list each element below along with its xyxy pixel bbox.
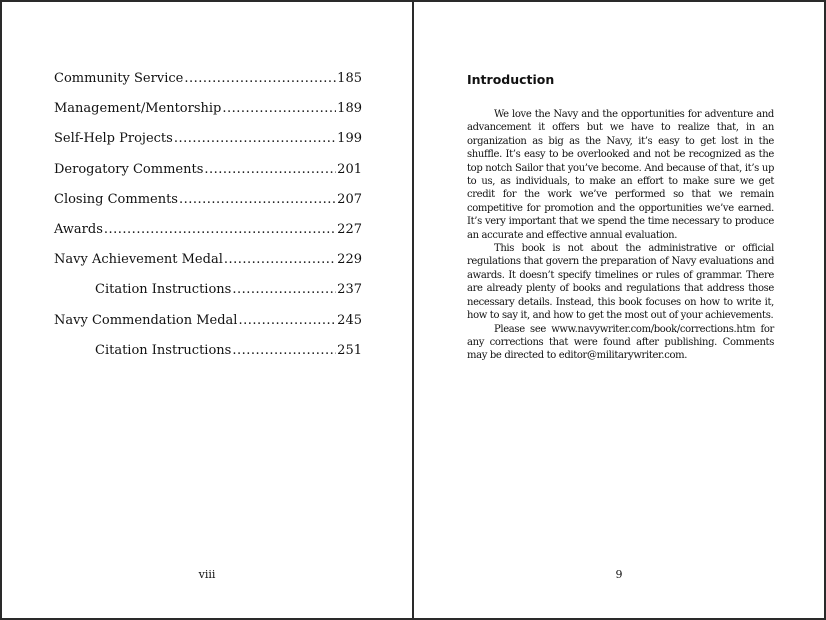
toc-entry (54, 221, 362, 251)
toc-entry-page: 185 (337, 71, 362, 86)
toc-entry-page: 229 (337, 252, 362, 268)
table-of-contents (54, 70, 362, 372)
body-paragraph: We love the Navy and the opportunities for adventure and advancement it offers but we have to realize that, in an organization as big as the Navy, it’s easy to get lost in the shuffle. It’s easy to be overlooked and not be recognized as the top notch Sailor that you’ve become. And because of that, it’s up to us, as individuals, to make an effort to make sure we get credit for the work we’ve performed so that we remain competitive for promotion and the opportunities we’ve earned. It’s very important that we spend the time necessary to produce an accurate and effective annual evaluation. (467, 109, 774, 241)
right-page (414, 2, 824, 618)
toc-entry-title: Citation Instructions (95, 342, 232, 358)
left-page (2, 2, 412, 618)
toc-entry-title: Navy Achievement Medal (54, 252, 223, 268)
toc-entry-page: 237 (337, 282, 362, 298)
toc-entry-title: Navy Commendation Medal (54, 312, 238, 328)
toc-entry-title: Citation Instructions (95, 282, 232, 298)
toc-subentry (54, 342, 362, 372)
toc-entry-page: 251 (337, 342, 362, 358)
toc-dot-leader (222, 100, 336, 118)
toc-entry-title: Self-Help Projects (54, 131, 173, 147)
left-page-number: viii (198, 568, 216, 581)
toc-entry-title: Management/Mentorship (54, 101, 222, 117)
toc-subentry (54, 281, 362, 311)
toc-entry-title: Awards (54, 221, 103, 237)
toc-dot-leader (184, 70, 336, 88)
toc-entry-page: 227 (337, 221, 362, 237)
toc-entry-page: 245 (337, 312, 362, 328)
toc-entry (54, 161, 362, 191)
body-paragraph: This book is not about the administrative or official regulations that govern the preparation of Navy evaluations and awards. It doesn’t specify timelines or rules of grammar. There are already plenty of books and regulations that address those necessary details. Instead, this book focuses on how to write it, how to say it, and how to get the most out of your achievements. (467, 243, 774, 322)
toc-entry (54, 251, 362, 281)
toc-dot-leader (174, 130, 336, 148)
toc-dot-leader (179, 191, 336, 209)
introduction-section (467, 72, 774, 363)
toc-entry-page: 189 (337, 101, 362, 117)
toc-dot-leader (238, 312, 336, 330)
toc-entry (54, 191, 362, 221)
toc-entry-page: 201 (337, 161, 362, 177)
section-heading: Introduction (467, 72, 555, 87)
right-page-number: 9 (615, 568, 623, 581)
toc-entry (54, 130, 362, 160)
toc-entry-title: Derogatory Comments (54, 161, 204, 177)
toc-dot-leader (232, 342, 336, 360)
toc-entry (54, 312, 362, 342)
toc-entry-page: 199 (337, 131, 362, 147)
toc-dot-leader (232, 281, 336, 299)
toc-entry-title: Closing Comments (54, 191, 178, 207)
toc-dot-leader (224, 251, 336, 269)
toc-entry (54, 100, 362, 130)
toc-dot-leader (104, 221, 336, 239)
toc-entry (54, 70, 362, 100)
toc-dot-leader (204, 161, 336, 179)
body-paragraph: Please see www.navywriter.com/book/corrections.htm for any corrections that were found after publishing. Comments may be directed to editor@militarywriter.com. (467, 323, 774, 362)
toc-entry-page: 207 (337, 191, 362, 207)
toc-entry-title: Community Service (54, 71, 184, 86)
